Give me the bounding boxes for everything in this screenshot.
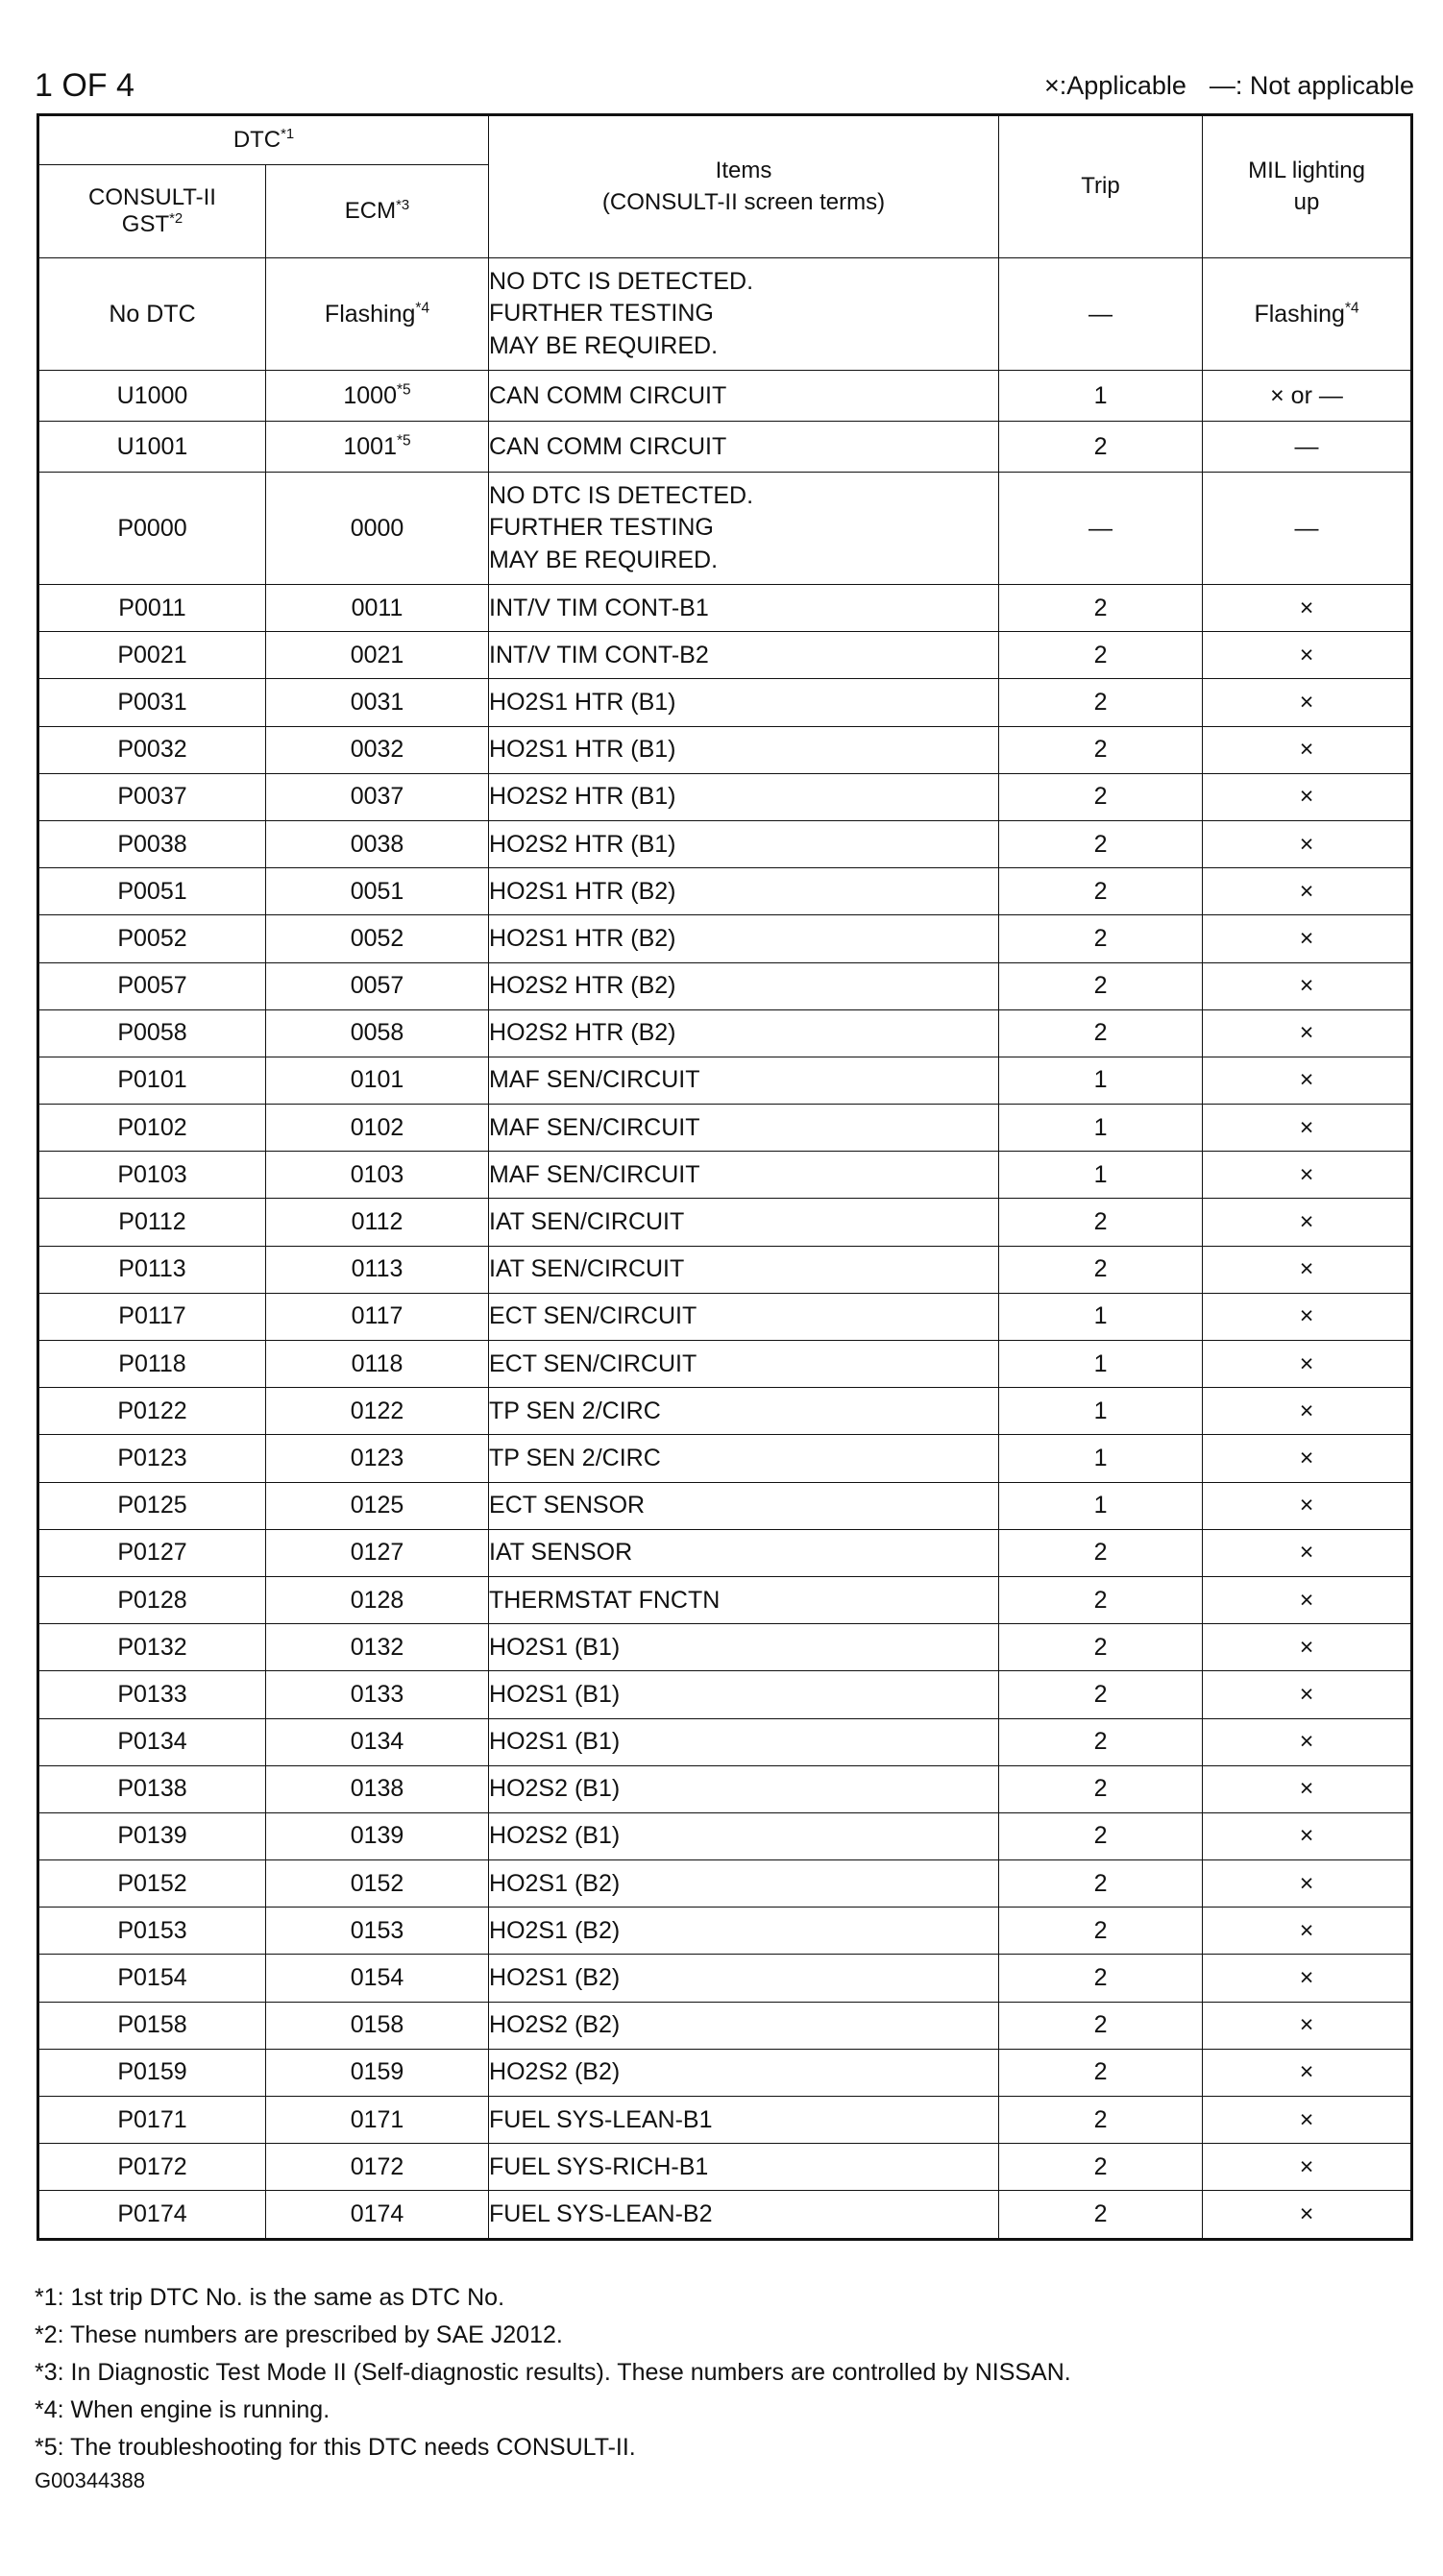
dtc-consult-code: P0021 [38,632,266,679]
dtc-item-description: FUEL SYS-LEAN-B2 [489,2191,999,2239]
dtc-item-description: INT/V TIM CONT-B1 [489,585,999,632]
dtc-mil-lighting: × [1203,1482,1412,1529]
dtc-mil-lighting: × [1203,1955,1412,2002]
dtc-consult-code: P0133 [38,1671,266,1718]
dtc-trip: 1 [999,1435,1203,1482]
dtc-mil-lighting: × [1203,1152,1412,1199]
footnote: *4: When engine is running. [35,2396,330,2423]
dtc-consult-code: P0159 [38,2049,266,2096]
dtc-mil-lighting: × [1203,679,1412,726]
dtc-consult-code: P0101 [38,1057,266,1104]
header-trip: Trip [999,115,1203,258]
dtc-item-description: HO2S1 (B1) [489,1671,999,1718]
dtc-trip: 2 [999,726,1203,773]
table-row [38,2191,1412,2239]
page-indicator: 1 OF 4 [35,66,135,104]
dtc-ecm-code: 0132 [266,1624,489,1671]
dtc-consult-code: P0138 [38,1765,266,1812]
dtc-ecm-code: 0154 [266,1955,489,2002]
dtc-trip: 2 [999,1955,1203,2002]
dtc-ecm-code: 0174 [266,2191,489,2239]
dtc-trip: 2 [999,1765,1203,1812]
dtc-mil-lighting: × [1203,726,1412,773]
dtc-trip: — [999,473,1203,585]
table-row [38,2002,1412,2049]
dtc-consult-code: P0128 [38,1576,266,1623]
dtc-item-description: HO2S1 HTR (B2) [489,868,999,915]
dtc-mil-lighting: × [1203,1765,1412,1812]
table-row [38,1246,1412,1293]
table-row [38,1812,1412,1859]
table-row [38,1293,1412,1340]
dtc-ecm-code: 0133 [266,1671,489,1718]
dtc-item-description: HO2S1 (B2) [489,1860,999,1908]
table-row [38,1718,1412,1765]
dtc-trip: 2 [999,1718,1203,1765]
dtc-item-description: HO2S2 HTR (B2) [489,1009,999,1057]
dtc-mil-lighting: × [1203,1388,1412,1435]
dtc-item-description: CAN COMM CIRCUIT [489,371,999,422]
dtc-item-description: INT/V TIM CONT-B2 [489,632,999,679]
dtc-mil-lighting: × [1203,868,1412,915]
dtc-ecm-code: 0122 [266,1388,489,1435]
table-row [38,1341,1412,1388]
dtc-trip: 1 [999,371,1203,422]
table-row [38,1388,1412,1435]
dtc-consult-code: P0011 [38,585,266,632]
dtc-trip: 1 [999,1388,1203,1435]
table-row [38,422,1412,473]
dtc-trip: 2 [999,1671,1203,1718]
table-row [38,2097,1412,2144]
dtc-consult-code: P0117 [38,1293,266,1340]
dtc-ecm-code: 0138 [266,1765,489,1812]
dtc-ecm-code: 0118 [266,1341,489,1388]
dtc-trip: 2 [999,1812,1203,1859]
table-row [38,1860,1412,1908]
dtc-trip: 2 [999,1246,1203,1293]
footnote: *1: 1st trip DTC No. is the same as DTC No. [35,2284,505,2311]
table-row [38,1105,1412,1152]
dtc-ecm-code: 0117 [266,1293,489,1340]
dtc-consult-code: P0132 [38,1624,266,1671]
dtc-item-description: HO2S1 (B2) [489,1955,999,2002]
header-ecm: ECM$^{*3}$ [266,165,489,258]
dtc-item-description: FUEL SYS-LEAN-B1 [489,2097,999,2144]
footnote: *2: These numbers are prescribed by SAE J2012. [35,2321,563,2348]
dtc-ecm-code: 0032 [266,726,489,773]
dtc-mil-lighting: × [1203,632,1412,679]
dtc-item-description: NO DTC IS DETECTED. FURTHER TESTING MAY BE REQUIRED. [489,473,999,585]
dtc-item-description: HO2S1 (B2) [489,1908,999,1955]
dtc-consult-code: U1000 [38,371,266,422]
dtc-ecm-code: 0158 [266,2002,489,2049]
dtc-ecm-code: 0038 [266,820,489,867]
dtc-item-description: MAF SEN/CIRCUIT [489,1057,999,1104]
legend-applicable: ×:Applicable [1044,70,1186,100]
dtc-item-description: MAF SEN/CIRCUIT [489,1152,999,1199]
dtc-consult-code: P0154 [38,1955,266,2002]
dtc-consult-code: P0139 [38,1812,266,1859]
dtc-consult-code: P0174 [38,2191,266,2239]
dtc-ecm-code: 0037 [266,773,489,820]
dtc-item-description: HO2S2 HTR (B2) [489,962,999,1009]
dtc-ecm-code: 0128 [266,1576,489,1623]
dtc-mil-lighting: × or — [1203,371,1412,422]
dtc-consult-code: P0052 [38,915,266,962]
dtc-mil-lighting: × [1203,962,1412,1009]
dtc-consult-code: P0000 [38,473,266,585]
dtc-consult-code: P0172 [38,2144,266,2191]
legend [1044,71,1414,101]
dtc-consult-code: P0112 [38,1199,266,1246]
dtc-mil-lighting: × [1203,1009,1412,1057]
dtc-mil-lighting: × [1203,1860,1412,1908]
dtc-item-description: IAT SEN/CIRCUIT [489,1246,999,1293]
dtc-mil-lighting: × [1203,915,1412,962]
table-row [38,1482,1412,1529]
dtc-consult-code: No DTC [38,258,266,371]
dtc-mil-lighting: Flashing$^{*4}$ [1203,258,1412,371]
dtc-trip: 2 [999,962,1203,1009]
dtc-consult-code: P0051 [38,868,266,915]
dtc-item-description: TP SEN 2/CIRC [489,1435,999,1482]
dtc-item-description: TP SEN 2/CIRC [489,1388,999,1435]
footnote: *3: In Diagnostic Test Mode II (Self-diagnostic results). These numbers are controlled by NISSAN. [35,2359,1071,2386]
dtc-table [37,113,1413,2241]
header-mil: MIL lighting up [1203,115,1412,258]
dtc-mil-lighting: — [1203,422,1412,473]
dtc-ecm-code: 0031 [266,679,489,726]
dtc-ecm-code: 0052 [266,915,489,962]
dtc-consult-code: P0127 [38,1529,266,1576]
dtc-consult-code: P0057 [38,962,266,1009]
dtc-trip: 2 [999,820,1203,867]
dtc-consult-code: P0102 [38,1105,266,1152]
dtc-item-description: HO2S2 (B1) [489,1812,999,1859]
dtc-trip: 2 [999,585,1203,632]
dtc-mil-lighting: × [1203,2144,1412,2191]
dtc-ecm-code: 0171 [266,2097,489,2144]
table-row [38,1199,1412,1246]
dtc-trip: 2 [999,422,1203,473]
table-row [38,1152,1412,1199]
dtc-consult-code: P0032 [38,726,266,773]
dtc-item-description: HO2S2 (B1) [489,1765,999,1812]
table-row [38,773,1412,820]
table-row [38,915,1412,962]
dtc-item-description: HO2S1 HTR (B2) [489,915,999,962]
dtc-item-description: MAF SEN/CIRCUIT [489,1105,999,1152]
dtc-mil-lighting: × [1203,1624,1412,1671]
dtc-item-description: HO2S1 (B1) [489,1718,999,1765]
dtc-consult-code: P0125 [38,1482,266,1529]
dtc-mil-lighting: × [1203,1671,1412,1718]
dtc-mil-lighting: × [1203,1812,1412,1859]
dtc-item-description: THERMSTAT FNCTN [489,1576,999,1623]
dtc-trip: 2 [999,1624,1203,1671]
dtc-item-description: ECT SENSOR [489,1482,999,1529]
dtc-ecm-code: 0159 [266,2049,489,2096]
dtc-trip: 2 [999,2144,1203,2191]
table-row [38,1576,1412,1623]
dtc-item-description: NO DTC IS DETECTED. FURTHER TESTING MAY BE REQUIRED. [489,258,999,371]
dtc-trip: 2 [999,2002,1203,2049]
footnote: *5: The troubleshooting for this DTC needs CONSULT-II. [35,2434,636,2461]
dtc-consult-code: U1001 [38,422,266,473]
dtc-mil-lighting: × [1203,1718,1412,1765]
dtc-trip: 2 [999,679,1203,726]
dtc-item-description: FUEL SYS-RICH-B1 [489,2144,999,2191]
dtc-ecm-code: Flashing$^{*4}$ [266,258,489,371]
dtc-consult-code: P0038 [38,820,266,867]
dtc-ecm-code: 0134 [266,1718,489,1765]
dtc-item-description: HO2S2 (B2) [489,2049,999,2096]
table-row [38,726,1412,773]
dtc-trip: 2 [999,1908,1203,1955]
table-row [38,2049,1412,2096]
table-row [38,473,1412,585]
dtc-ecm-code: 0153 [266,1908,489,1955]
page-header [35,63,1414,108]
dtc-mil-lighting: × [1203,2049,1412,2096]
table-row [38,632,1412,679]
table-row [38,1765,1412,1812]
header-consult: CONSULT-II GST$^{*2}$ [38,165,266,258]
dtc-consult-code: P0037 [38,773,266,820]
dtc-trip: 2 [999,2097,1203,2144]
dtc-trip: — [999,258,1203,371]
dtc-mil-lighting: × [1203,2191,1412,2239]
dtc-ecm-code: 1000$^{*5}$ [266,371,489,422]
dtc-mil-lighting: × [1203,1105,1412,1152]
dtc-trip: 2 [999,2049,1203,2096]
table-row [38,820,1412,867]
dtc-item-description: HO2S1 (B1) [489,1624,999,1671]
dtc-trip: 2 [999,773,1203,820]
dtc-mil-lighting: — [1203,473,1412,585]
dtc-consult-code: P0031 [38,679,266,726]
dtc-item-description: HO2S1 HTR (B1) [489,726,999,773]
dtc-consult-code: P0134 [38,1718,266,1765]
table-row [38,1908,1412,1955]
dtc-mil-lighting: × [1203,2002,1412,2049]
table-row [38,1529,1412,1576]
table-row [38,868,1412,915]
dtc-ecm-code: 0051 [266,868,489,915]
dtc-mil-lighting: × [1203,773,1412,820]
dtc-ecm-code: 0127 [266,1529,489,1576]
dtc-ecm-code: 0058 [266,1009,489,1057]
legend-not-applicable: —: Not applicable [1209,70,1414,100]
dtc-mil-lighting: × [1203,1293,1412,1340]
dtc-ecm-code: 1001$^{*5}$ [266,422,489,473]
dtc-ecm-code: 0125 [266,1482,489,1529]
dtc-ecm-code: 0112 [266,1199,489,1246]
dtc-trip: 1 [999,1152,1203,1199]
dtc-consult-code: P0118 [38,1341,266,1388]
dtc-trip: 2 [999,1860,1203,1908]
dtc-trip: 2 [999,2191,1203,2239]
header-dtc: DTC$^{*1}$ [38,115,489,165]
table-row [38,1435,1412,1482]
dtc-item-description: CAN COMM CIRCUIT [489,422,999,473]
table-row [38,1624,1412,1671]
dtc-trip: 1 [999,1482,1203,1529]
dtc-mil-lighting: × [1203,820,1412,867]
dtc-trip: 1 [999,1341,1203,1388]
dtc-mil-lighting: × [1203,1246,1412,1293]
dtc-trip: 1 [999,1057,1203,1104]
dtc-consult-code: P0153 [38,1908,266,1955]
dtc-consult-code: P0113 [38,1246,266,1293]
dtc-consult-code: P0103 [38,1152,266,1199]
dtc-ecm-code: 0101 [266,1057,489,1104]
table-row [38,1955,1412,2002]
dtc-trip: 1 [999,1105,1203,1152]
dtc-mil-lighting: × [1203,1057,1412,1104]
dtc-consult-code: P0158 [38,2002,266,2049]
table-row [38,962,1412,1009]
dtc-item-description: ECT SEN/CIRCUIT [489,1293,999,1340]
dtc-ecm-code: 0000 [266,473,489,585]
dtc-mil-lighting: × [1203,1908,1412,1955]
dtc-trip: 1 [999,1293,1203,1340]
dtc-trip: 2 [999,632,1203,679]
dtc-item-description: IAT SEN/CIRCUIT [489,1199,999,1246]
dtc-consult-code: P0152 [38,1860,266,1908]
dtc-mil-lighting: × [1203,1199,1412,1246]
table-row [38,2144,1412,2191]
dtc-consult-code: P0058 [38,1009,266,1057]
dtc-consult-code: P0171 [38,2097,266,2144]
dtc-mil-lighting: × [1203,1341,1412,1388]
dtc-ecm-code: 0123 [266,1435,489,1482]
figure-id: G00344388 [35,2468,145,2492]
dtc-item-description: HO2S2 HTR (B1) [489,820,999,867]
dtc-item-description: ECT SEN/CIRCUIT [489,1341,999,1388]
dtc-trip: 2 [999,1009,1203,1057]
dtc-mil-lighting: × [1203,1576,1412,1623]
table-row [38,679,1412,726]
dtc-item-description: HO2S1 HTR (B1) [489,679,999,726]
header-items: Items (CONSULT-II screen terms) [489,115,999,258]
dtc-ecm-code: 0152 [266,1860,489,1908]
dtc-item-description: HO2S2 HTR (B1) [489,773,999,820]
dtc-ecm-code: 0102 [266,1105,489,1152]
dtc-trip: 2 [999,1529,1203,1576]
table-row [38,1009,1412,1057]
table-row [38,1057,1412,1104]
dtc-ecm-code: 0139 [266,1812,489,1859]
dtc-consult-code: P0123 [38,1435,266,1482]
table-row [38,1671,1412,1718]
dtc-ecm-code: 0172 [266,2144,489,2191]
dtc-ecm-code: 0113 [266,1246,489,1293]
dtc-ecm-code: 0057 [266,962,489,1009]
table-body [38,258,1412,2240]
table-row [38,585,1412,632]
table-row [38,258,1412,371]
table-header [38,115,1412,258]
dtc-ecm-code: 0011 [266,585,489,632]
dtc-item-description: HO2S2 (B2) [489,2002,999,2049]
dtc-trip: 2 [999,1199,1203,1246]
dtc-consult-code: P0122 [38,1388,266,1435]
table-row [38,371,1412,422]
dtc-mil-lighting: × [1203,1435,1412,1482]
dtc-trip: 2 [999,1576,1203,1623]
footnotes [35,2279,1414,2467]
dtc-mil-lighting: × [1203,585,1412,632]
dtc-mil-lighting: × [1203,1529,1412,1576]
dtc-trip: 2 [999,915,1203,962]
dtc-ecm-code: 0103 [266,1152,489,1199]
dtc-mil-lighting: × [1203,2097,1412,2144]
dtc-item-description: IAT SENSOR [489,1529,999,1576]
dtc-trip: 2 [999,868,1203,915]
dtc-ecm-code: 0021 [266,632,489,679]
